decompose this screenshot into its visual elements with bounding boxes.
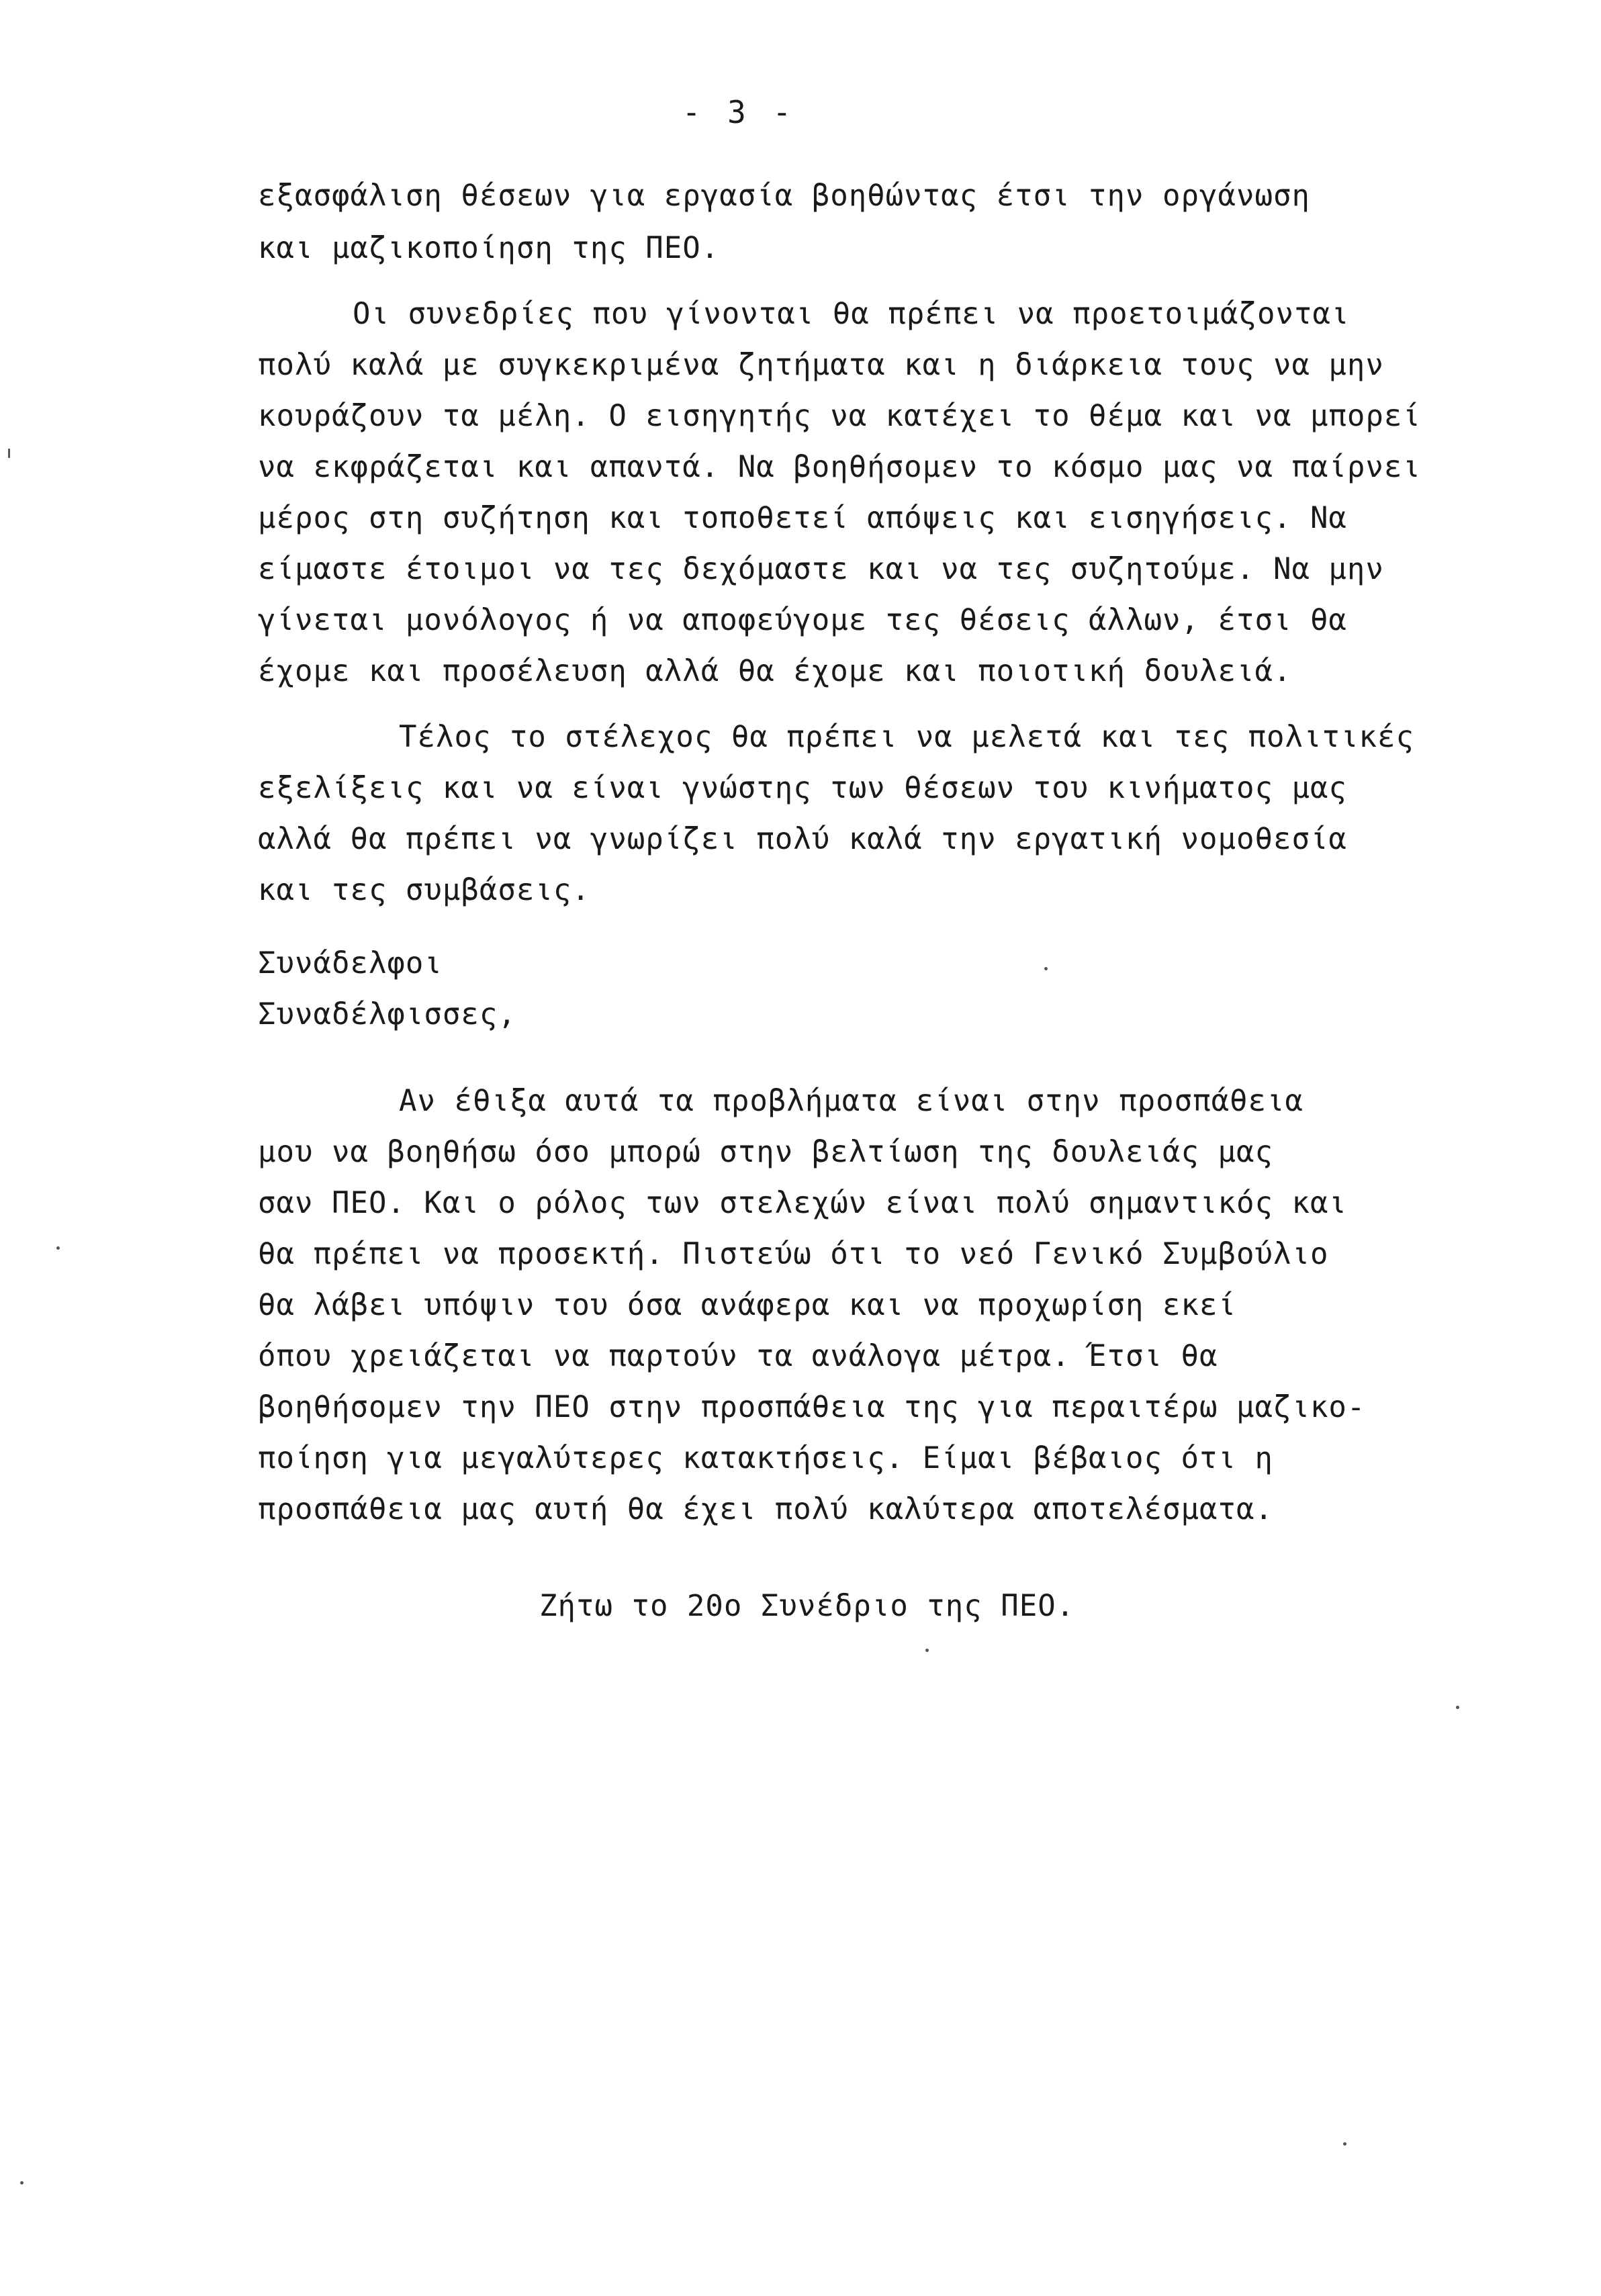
paragraph-start-line: Οι συνεδρίες που γίνονται θα πρέπει να προετοιμάζονται	[353, 297, 1350, 331]
text-line: ποίηση για μεγαλύτερες κατακτήσεις. Είμαι βέβαιος ότι η	[258, 1441, 1273, 1475]
text-line: γίνεται μονόλογος ή να αποφεύγομε τες θέσεις άλλων, έτσι θα	[258, 603, 1347, 637]
text-line: και τες συμβάσεις.	[258, 873, 590, 907]
text-line: προσπάθεια μας αυτή θα έχει πολύ καλύτερα αποτελέσματα.	[258, 1492, 1273, 1526]
salutation-line: Συναδέλφισσες,	[258, 997, 516, 1031]
text-line: μέρος στη συζήτηση και τοποθετεί απόψεις και εισηγήσεις. Να	[258, 501, 1347, 535]
scan-speck	[20, 2181, 24, 2185]
closing-line: Ζήτω το 20ο Συνέδριο της ΠΕΟ.	[539, 1589, 1075, 1623]
paragraph-start-line: Αν έθιξα αυτά τα προβλήματα είναι στην προσπάθεια	[399, 1084, 1304, 1118]
text-line: είμαστε έτοιμοι να τες δεχόμαστε και να τες συζητούμε. Να μην	[258, 552, 1384, 586]
salutation-line: Συνάδελφοι	[258, 946, 443, 980]
text-line: εξελίξεις και να είναι γνώστης των θέσεων του κινήματος μας	[258, 771, 1347, 805]
text-line: θα λάβει υπόψιν του όσα ανάφερα και να προχωρίση εκεί	[258, 1288, 1236, 1322]
text-line: όπου χρειάζεται να παρτούν τα ανάλογα μέτρα. Έτσι θα	[258, 1339, 1218, 1373]
text-line: σαν ΠΕΟ. Και ο ρόλος των στελεχών είναι πολύ σημαντικός και	[258, 1186, 1347, 1220]
text-line: να εκφράζεται και απαντά. Να βοηθήσομεν το κόσμο μας να παίρνει	[258, 450, 1421, 484]
text-line: εξασφάλιση θέσεων για εργασία βοηθώντας έτσι την οργάνωση	[258, 179, 1310, 213]
page-number: - 3 -	[682, 94, 796, 130]
text-line: έχομε και προσέλευση αλλά θα έχομε και ποιοτική δουλειά.	[258, 654, 1292, 688]
text-line: θα πρέπει να προσεκτή. Πιστεύω ότι το νεό Γενικό Συμβούλιο	[258, 1237, 1329, 1271]
text-line: αλλά θα πρέπει να γνωρίζει πολύ καλά την εργατική νομοθεσία	[258, 822, 1347, 856]
text-line: κουράζουν τα μέλη. Ο εισηγητής να κατέχει το θέμα και να μπορεί	[258, 399, 1421, 433]
paragraph-start-line: Τέλος το στέλεχος θα πρέπει να μελετά και τες πολιτικές	[399, 720, 1414, 754]
text-line: μου να βοηθήσω όσο μπορώ στην βελτίωση της δουλειάς μας	[258, 1135, 1273, 1169]
text-line: βοηθήσομεν την ΠΕΟ στην προσπάθεια της για περαιτέρω μαζικο-	[258, 1390, 1366, 1424]
scan-speck	[8, 449, 10, 458]
scan-speck	[1044, 967, 1048, 970]
scan-speck	[56, 1246, 60, 1250]
text-line: και μαζικοποίηση της ΠΕΟ.	[258, 231, 720, 265]
scan-speck	[925, 1649, 929, 1652]
scan-speck	[1456, 1706, 1459, 1709]
scan-speck	[1343, 2142, 1346, 2146]
text-line: πολύ καλά με συγκεκριμένα ζητήματα και η διάρκεια τους να μην	[258, 348, 1384, 382]
